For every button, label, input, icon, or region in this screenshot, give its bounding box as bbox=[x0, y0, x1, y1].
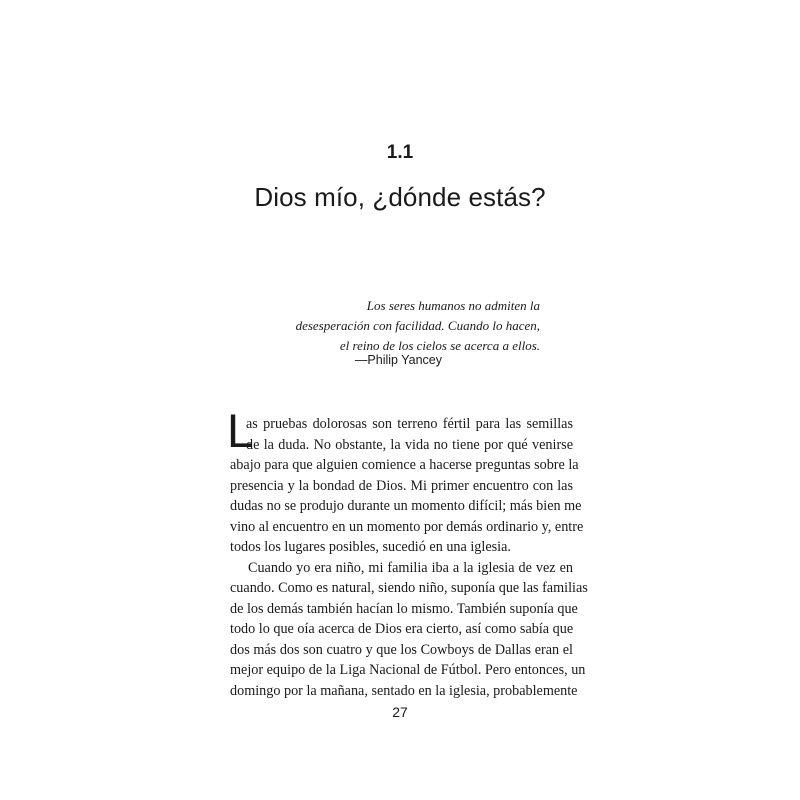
paragraph-2 bbox=[230, 558, 588, 702]
body-line: vino al encuentro en un momento por demás ordinario y, entre bbox=[230, 518, 584, 535]
body-text bbox=[227, 404, 588, 701]
body-line: presencia y la bondad de Dios. Mi primer encuentro con las bbox=[230, 477, 573, 494]
page-number: 27 bbox=[392, 704, 408, 720]
epigraph-line: el reino de los cielos se acerca a ellos. bbox=[339, 338, 540, 353]
chapter-title: Dios mío, ¿dónde estás? bbox=[254, 182, 546, 212]
body-line: abajo para que alguien comience a hacerse preguntas sobre la bbox=[230, 457, 579, 473]
epigraph-line: Los seres humanos no admiten la bbox=[366, 298, 540, 313]
body-line: Cuando yo era niño, mi familia iba a la iglesia de vez en bbox=[248, 559, 573, 576]
epigraph-quote bbox=[200, 296, 540, 356]
chapter-number: 1.1 bbox=[386, 142, 414, 163]
body-line: todos los lugares posibles, sucedió en una iglesia. bbox=[230, 539, 511, 555]
body-line: todo lo que oía acerca de Dios era cierto, así como sabía que bbox=[230, 621, 574, 637]
body-line: domingo por la mañana, sentado en la iglesia, probablemente bbox=[230, 682, 578, 699]
body-line: cuando. Como es natural, siendo niño, suponía que las familias bbox=[230, 580, 588, 596]
body-line: dos más dos son cuatro y que los Cowboys de Dallas eran el bbox=[230, 641, 573, 658]
body-line: de los demás también hacían lo mismo. También suponía que bbox=[230, 600, 578, 617]
epigraph-attribution: —Philip Yancey bbox=[354, 353, 442, 367]
body-line: mejor equipo de la Liga Nacional de Fútbol. Pero entonces, un bbox=[230, 662, 586, 678]
body-line: as pruebas dolorosas son terreno fértil para las semillas bbox=[246, 416, 573, 432]
body-line: dudas no se produjo durante un momento difícil; más bien me bbox=[230, 498, 582, 514]
drop-cap: L bbox=[227, 404, 254, 457]
body-line: de la duda. No obstante, la vida no tiene por qué venirse bbox=[246, 436, 573, 453]
epigraph-line: desesperación con facilidad. Cuando lo hacen, bbox=[295, 318, 540, 333]
paragraph-1 bbox=[230, 414, 584, 558]
